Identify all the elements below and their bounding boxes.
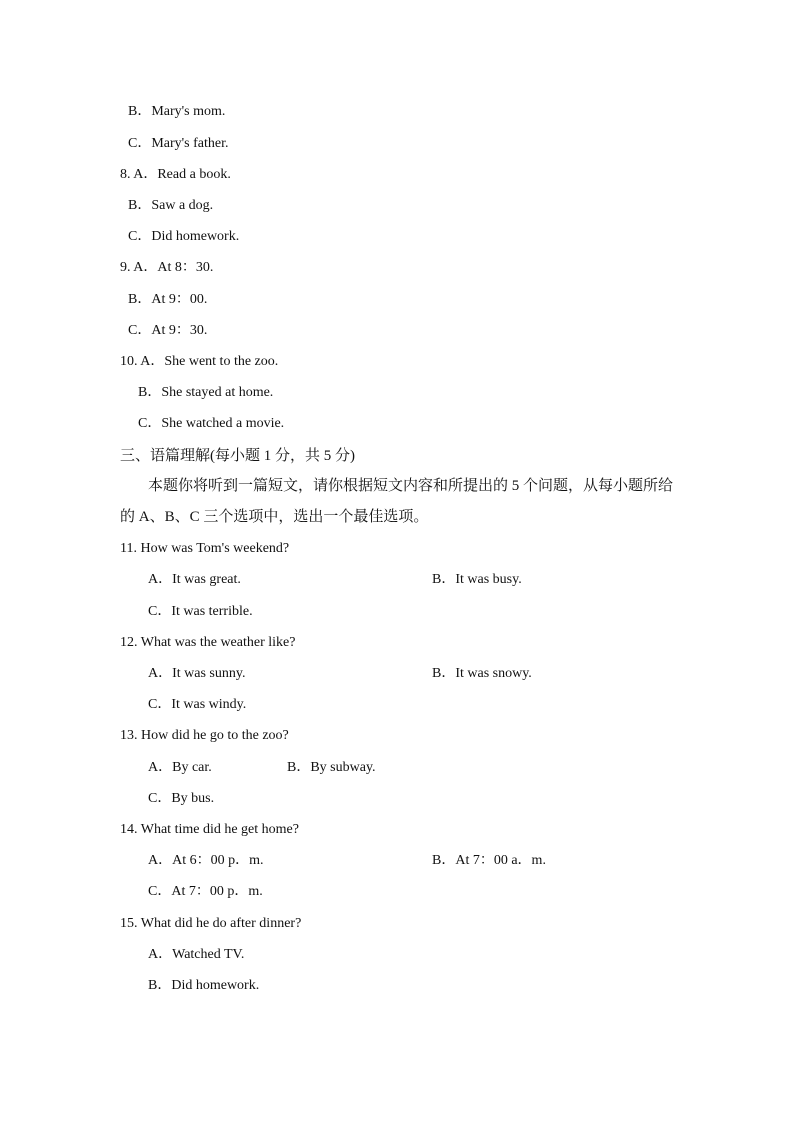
section-3-title: 三、语篇理解(每小题 1 分，共 5 分)	[120, 448, 355, 464]
q8-option-c: C．Did homework.	[128, 229, 240, 244]
q15-option-a: A．Watched TV.	[148, 947, 245, 962]
q12-question: 12. What was the weather like?	[120, 635, 296, 650]
q14-option-b: B．At 7：00 a．m.	[432, 853, 546, 868]
q8-option-a: 8. A．Read a book.	[120, 167, 231, 182]
q14-option-a: A．At 6：00 p．m.	[148, 853, 264, 868]
q9-option-c: C．At 9：30.	[128, 323, 208, 338]
q9-option-a: 9. A．At 8：30.	[120, 260, 214, 275]
q11-option-a: A．It was great.	[148, 572, 241, 587]
q14-option-c: C．At 7：00 p．m.	[148, 884, 263, 899]
q11-option-c: C．It was terrible.	[148, 604, 253, 619]
q10-option-a: 10. A．She went to the zoo.	[120, 354, 279, 369]
q13-option-c: C．By bus.	[148, 791, 215, 806]
q13-option-b: B．By subway.	[287, 760, 376, 775]
q11-option-b: B．It was busy.	[432, 572, 522, 587]
q10-option-b: B．She stayed at home.	[138, 385, 274, 400]
q7-option-b: B．Mary's mom.	[128, 104, 226, 119]
section-3-instruction: 本题你将听到一篇短文，请你根据短文内容和所提出的 5 个问题，从每小题所给的 A、B、C 三个选项中，选出一个最佳选项。	[120, 478, 674, 525]
q9-option-b: B．At 9：00.	[128, 292, 208, 307]
q13-question: 13. How did he go to the zoo?	[120, 728, 289, 743]
q12-option-c: C．It was windy.	[148, 697, 247, 712]
q8-option-b: B．Saw a dog.	[128, 198, 214, 213]
q10-option-c: C．She watched a movie.	[138, 416, 285, 431]
q11-question: 11. How was Tom's weekend?	[120, 541, 290, 556]
q12-option-a: A．It was sunny.	[148, 666, 246, 681]
q13-option-a: A．By car.	[148, 760, 212, 775]
q14-question: 14. What time did he get home?	[120, 822, 299, 837]
q7-option-c: C．Mary's father.	[128, 136, 229, 151]
q12-option-b: B．It was snowy.	[432, 666, 532, 681]
q15-question: 15. What did he do after dinner?	[120, 916, 302, 931]
q15-option-b: B．Did homework.	[148, 978, 260, 993]
